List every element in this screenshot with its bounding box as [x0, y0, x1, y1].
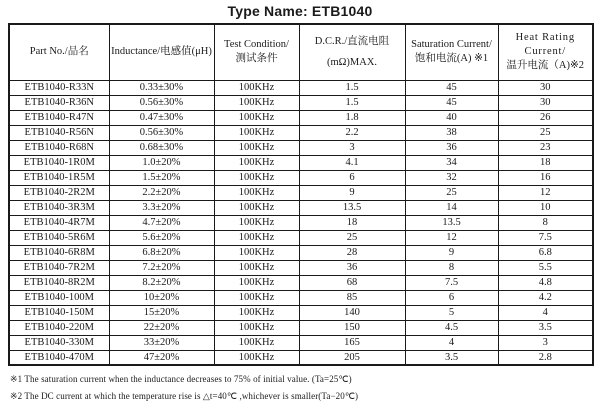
- table-row: [9, 350, 593, 365]
- value-cell: 4: [498, 305, 593, 320]
- value-cell: 10: [498, 200, 593, 215]
- header-line: 饱和电流(A) ※1: [414, 53, 489, 65]
- value-cell: 3.3±20%: [109, 200, 214, 215]
- part-no-cell: ETB1040-330M: [9, 335, 109, 350]
- value-cell: 100KHz: [214, 215, 299, 230]
- table-row: [9, 200, 593, 215]
- value-cell: 8: [498, 215, 593, 230]
- value-cell: 100KHz: [214, 335, 299, 350]
- value-cell: 0.56±30%: [109, 95, 214, 110]
- value-cell: 1.5: [299, 80, 405, 95]
- value-cell: 100KHz: [214, 110, 299, 125]
- value-cell: 32: [405, 170, 498, 185]
- table-row: [9, 275, 593, 290]
- value-cell: 15±20%: [109, 305, 214, 320]
- table-row: [9, 110, 593, 125]
- table-row: [9, 170, 593, 185]
- value-cell: 100KHz: [214, 320, 299, 335]
- table-row: [9, 305, 593, 320]
- datasheet-page: [0, 3, 600, 406]
- value-cell: 140: [299, 305, 405, 320]
- value-cell: 205: [299, 350, 405, 365]
- part-no-cell: ETB1040-R56N: [9, 125, 109, 140]
- header-line: Saturation Current/: [411, 39, 492, 51]
- value-cell: 0.68±30%: [109, 140, 214, 155]
- value-cell: 2.8: [498, 350, 593, 365]
- footnote-saturation: ※1 The saturation current when the inductance decreases to 75% of initial value. (Ta=25℃): [10, 374, 352, 384]
- table-row: [9, 155, 593, 170]
- value-cell: 36: [299, 260, 405, 275]
- value-cell: 16: [498, 170, 593, 185]
- value-cell: 4.2: [498, 290, 593, 305]
- part-no-cell: ETB1040-150M: [9, 305, 109, 320]
- value-cell: 13.5: [405, 215, 498, 230]
- value-cell: 4.7±20%: [109, 215, 214, 230]
- value-cell: 100KHz: [214, 260, 299, 275]
- spec-table: [8, 23, 594, 366]
- part-no-cell: ETB1040-R68N: [9, 140, 109, 155]
- header-row: [9, 24, 593, 80]
- header-line: Part No./品名: [29, 46, 89, 58]
- value-cell: 3: [299, 140, 405, 155]
- value-cell: 25: [405, 185, 498, 200]
- part-no-cell: ETB1040-470M: [9, 350, 109, 365]
- value-cell: 45: [405, 80, 498, 95]
- value-cell: 100KHz: [214, 125, 299, 140]
- table-row: [9, 230, 593, 245]
- table-row: [9, 245, 593, 260]
- value-cell: 7.5: [405, 275, 498, 290]
- value-cell: 23: [498, 140, 593, 155]
- value-cell: 8.2±20%: [109, 275, 214, 290]
- spec-table-body: [9, 80, 593, 365]
- header-line: (mΩ)MAX.: [326, 56, 378, 68]
- value-cell: 4.8: [498, 275, 593, 290]
- value-cell: 6: [299, 170, 405, 185]
- part-no-cell: ETB1040-3R3M: [9, 200, 109, 215]
- part-no-cell: ETB1040-1R0M: [9, 155, 109, 170]
- value-cell: 18: [498, 155, 593, 170]
- value-cell: 7.2±20%: [109, 260, 214, 275]
- header-line: 温升电流（A)※2: [506, 60, 585, 72]
- value-cell: 85: [299, 290, 405, 305]
- header-line: Current/: [524, 46, 566, 58]
- part-no-cell: ETB1040-7R2M: [9, 260, 109, 275]
- value-cell: 5.6±20%: [109, 230, 214, 245]
- header-line: 测试条件: [235, 53, 278, 65]
- header-heat-rating-current: [498, 24, 593, 80]
- footnotes: [10, 375, 600, 401]
- value-cell: 100KHz: [214, 350, 299, 365]
- value-cell: 0.33±30%: [109, 80, 214, 95]
- value-cell: 100KHz: [214, 245, 299, 260]
- value-cell: 2.2±20%: [109, 185, 214, 200]
- table-row: [9, 320, 593, 335]
- value-cell: 100KHz: [214, 290, 299, 305]
- value-cell: 100KHz: [214, 140, 299, 155]
- value-cell: 100KHz: [214, 305, 299, 320]
- table-row: [9, 125, 593, 140]
- header-line: D.C.R./直流电阻: [314, 35, 390, 47]
- value-cell: 100KHz: [214, 275, 299, 290]
- value-cell: 9: [299, 185, 405, 200]
- table-row: [9, 80, 593, 95]
- value-cell: 13.5: [299, 200, 405, 215]
- part-no-cell: ETB1040-8R2M: [9, 275, 109, 290]
- header-line: Heat Rating: [515, 31, 575, 43]
- value-cell: 7.5: [498, 230, 593, 245]
- part-no-cell: ETB1040-R47N: [9, 110, 109, 125]
- value-cell: 0.56±30%: [109, 125, 214, 140]
- page-title: Type Name: ETB1040: [227, 3, 373, 19]
- value-cell: 150: [299, 320, 405, 335]
- value-cell: 3: [498, 335, 593, 350]
- table-row: [9, 290, 593, 305]
- value-cell: 36: [405, 140, 498, 155]
- value-cell: 34: [405, 155, 498, 170]
- value-cell: 30: [498, 80, 593, 95]
- header-inductance: [109, 24, 214, 80]
- value-cell: 2.2: [299, 125, 405, 140]
- value-cell: 8: [405, 260, 498, 275]
- table-row: [9, 95, 593, 110]
- value-cell: 25: [299, 230, 405, 245]
- value-cell: 1.0±20%: [109, 155, 214, 170]
- value-cell: 68: [299, 275, 405, 290]
- value-cell: 4.5: [405, 320, 498, 335]
- part-no-cell: ETB1040-100M: [9, 290, 109, 305]
- footnote-heat-rating: ※2 The DC current at which the temperature rise is △t=40℃ ,whichever is smaller(Ta−20℃): [10, 391, 359, 401]
- value-cell: 0.47±30%: [109, 110, 214, 125]
- value-cell: 38: [405, 125, 498, 140]
- header-saturation-current: [405, 24, 498, 80]
- value-cell: 12: [498, 185, 593, 200]
- table-row: [9, 140, 593, 155]
- value-cell: 12: [405, 230, 498, 245]
- value-cell: 3.5: [405, 350, 498, 365]
- header-line: Test Condition/: [224, 39, 289, 51]
- value-cell: 18: [299, 215, 405, 230]
- value-cell: 100KHz: [214, 155, 299, 170]
- table-row: [9, 260, 593, 275]
- value-cell: 1.8: [299, 110, 405, 125]
- value-cell: 30: [498, 95, 593, 110]
- part-no-cell: ETB1040-220M: [9, 320, 109, 335]
- part-no-cell: ETB1040-4R7M: [9, 215, 109, 230]
- table-row: [9, 335, 593, 350]
- value-cell: 40: [405, 110, 498, 125]
- value-cell: 6: [405, 290, 498, 305]
- header-dcr: [299, 24, 405, 80]
- value-cell: 10±20%: [109, 290, 214, 305]
- value-cell: 4: [405, 335, 498, 350]
- value-cell: 26: [498, 110, 593, 125]
- value-cell: 4.1: [299, 155, 405, 170]
- header-test-condition: [214, 24, 299, 80]
- part-no-cell: ETB1040-1R5M: [9, 170, 109, 185]
- header-part-no: [9, 24, 109, 80]
- part-no-cell: ETB1040-5R6M: [9, 230, 109, 245]
- part-no-cell: ETB1040-R33N: [9, 80, 109, 95]
- value-cell: 100KHz: [214, 200, 299, 215]
- value-cell: 9: [405, 245, 498, 260]
- value-cell: 100KHz: [214, 80, 299, 95]
- value-cell: 5.5: [498, 260, 593, 275]
- value-cell: 33±20%: [109, 335, 214, 350]
- part-no-cell: ETB1040-6R8M: [9, 245, 109, 260]
- value-cell: 100KHz: [214, 95, 299, 110]
- value-cell: 100KHz: [214, 170, 299, 185]
- value-cell: 165: [299, 335, 405, 350]
- value-cell: 22±20%: [109, 320, 214, 335]
- header-line: Inductance/电感值(μH): [111, 46, 212, 58]
- value-cell: 100KHz: [214, 230, 299, 245]
- part-no-cell: ETB1040-R36N: [9, 95, 109, 110]
- value-cell: 45: [405, 95, 498, 110]
- value-cell: 100KHz: [214, 185, 299, 200]
- value-cell: 5: [405, 305, 498, 320]
- table-row: [9, 215, 593, 230]
- table-row: [9, 185, 593, 200]
- value-cell: 28: [299, 245, 405, 260]
- spec-table-header: [9, 24, 593, 80]
- value-cell: 6.8: [498, 245, 593, 260]
- part-no-cell: ETB1040-2R2M: [9, 185, 109, 200]
- value-cell: 25: [498, 125, 593, 140]
- value-cell: 14: [405, 200, 498, 215]
- value-cell: 3.5: [498, 320, 593, 335]
- value-cell: 1.5: [299, 95, 405, 110]
- value-cell: 1.5±20%: [109, 170, 214, 185]
- value-cell: 47±20%: [109, 350, 214, 365]
- value-cell: 6.8±20%: [109, 245, 214, 260]
